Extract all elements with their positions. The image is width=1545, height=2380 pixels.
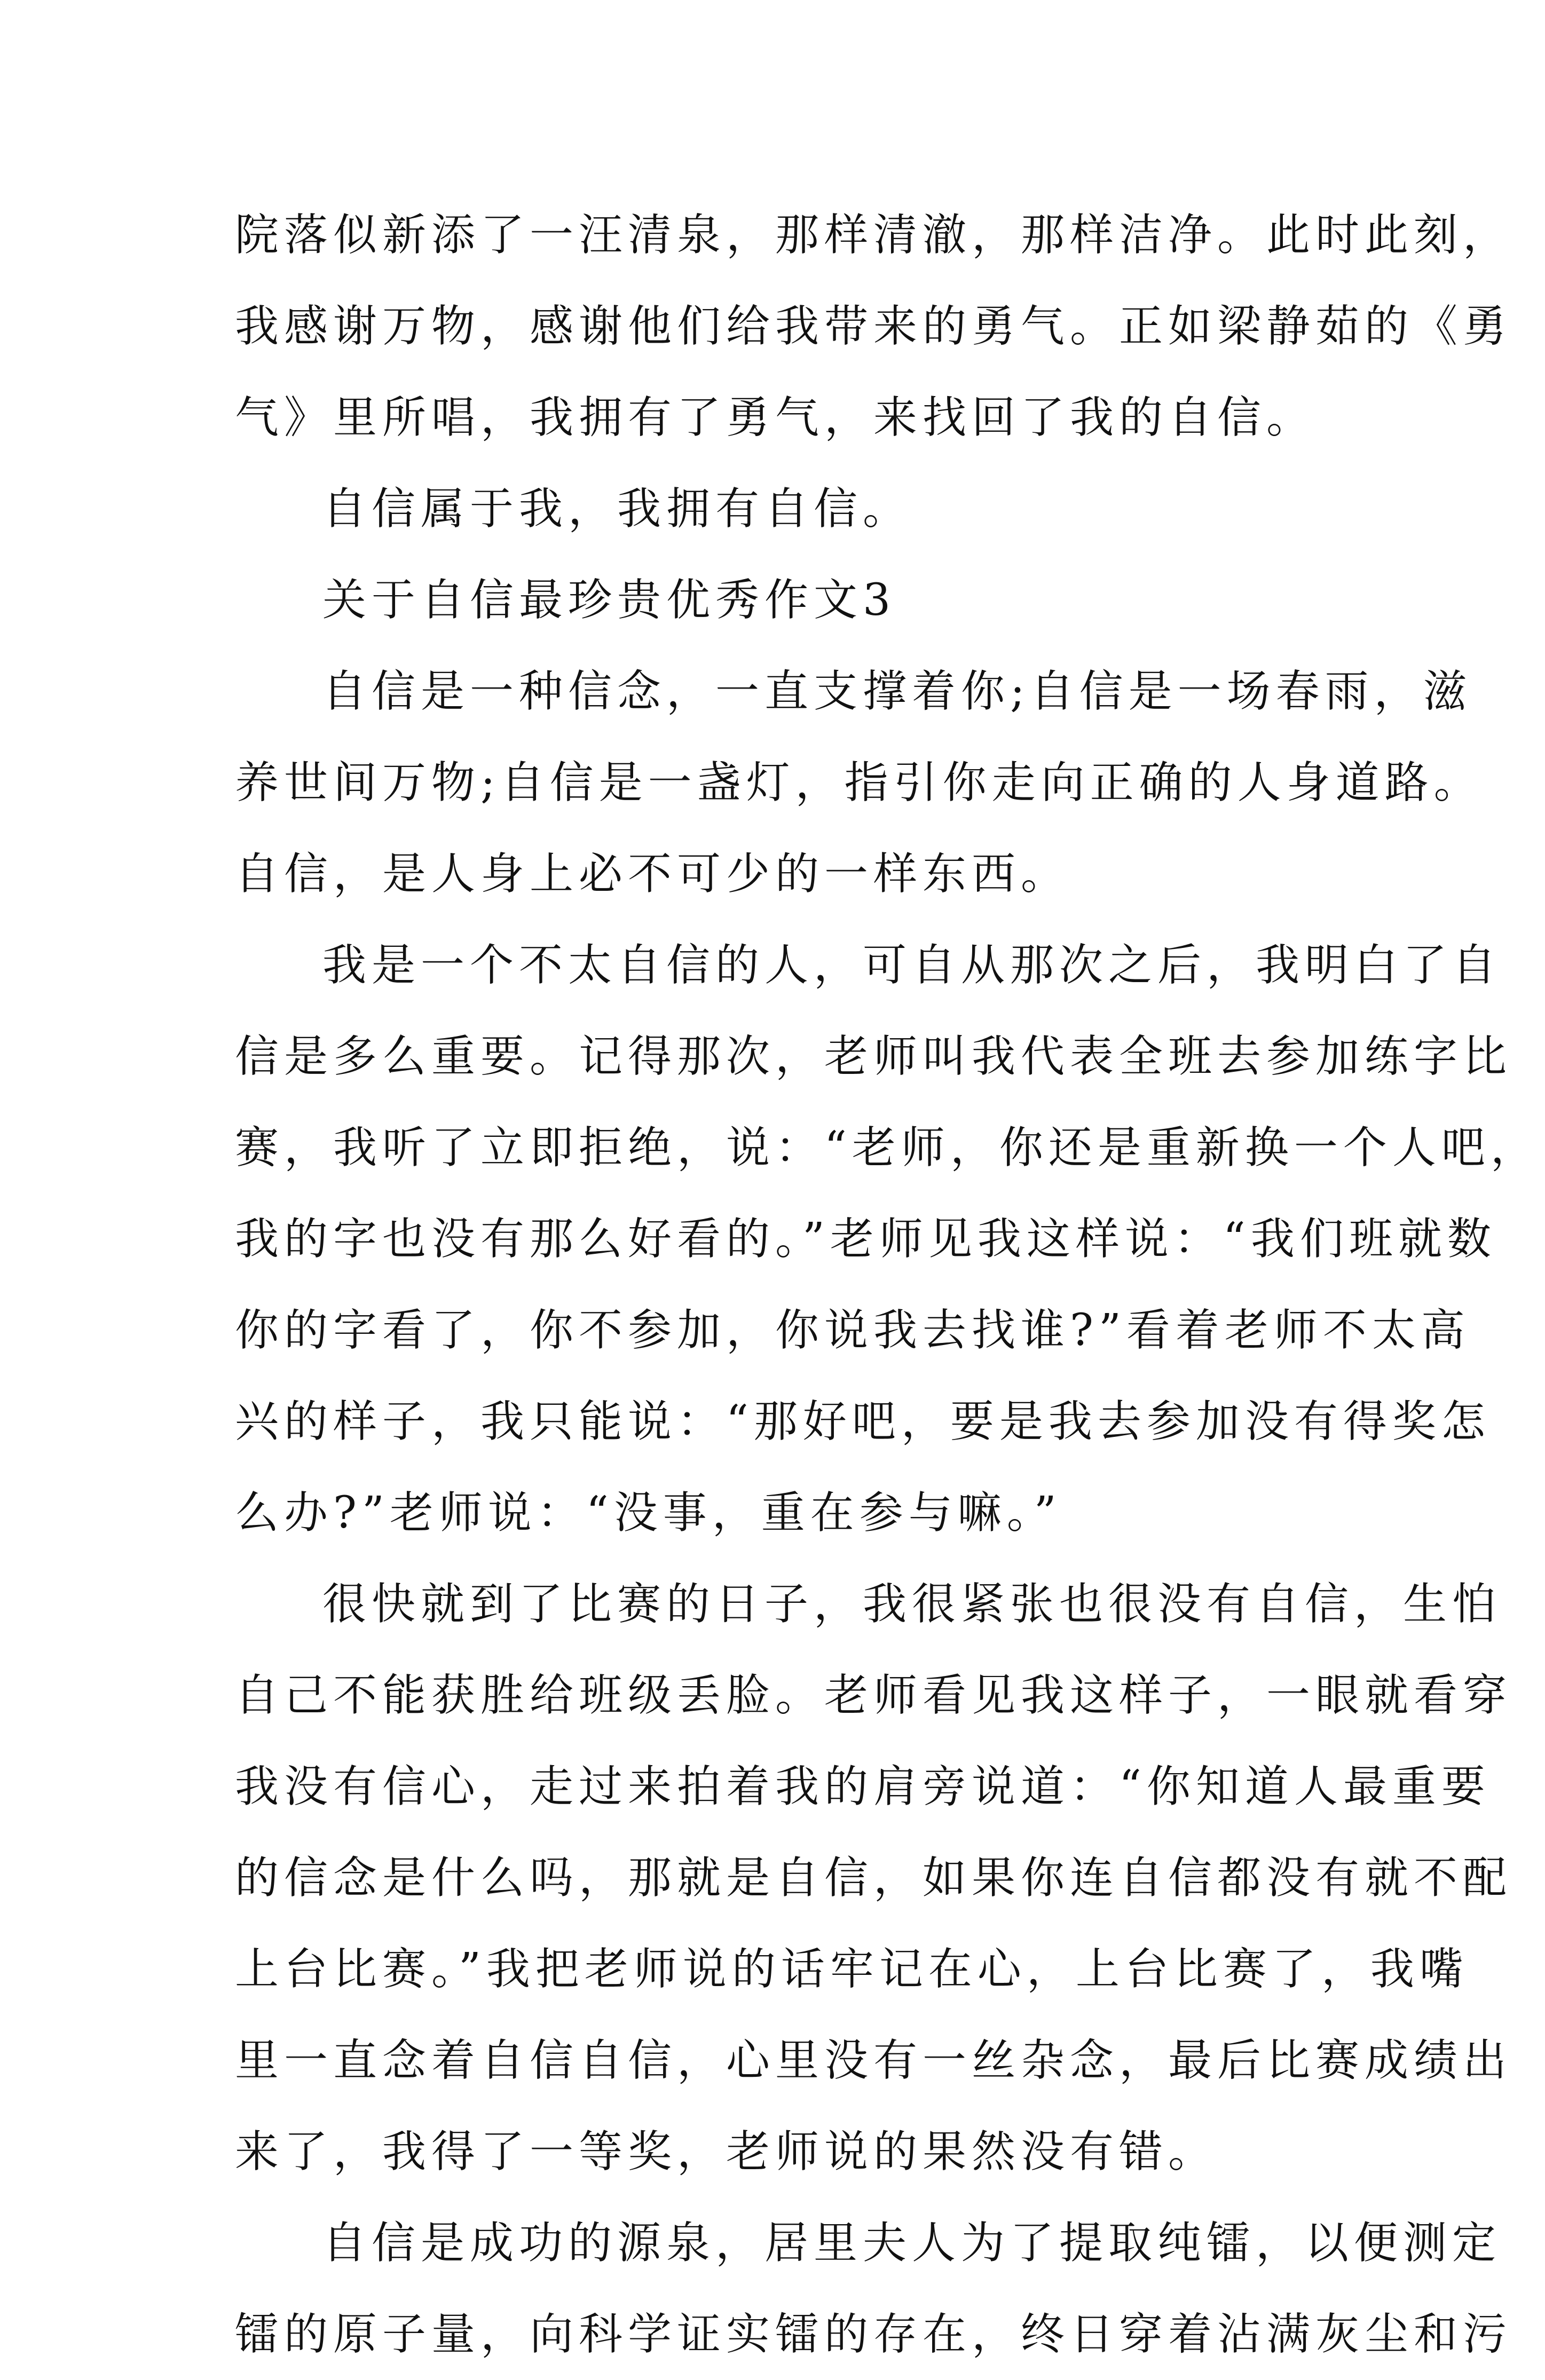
document-body — [235, 189, 1540, 2380]
section-heading: 关于自信最珍贵优秀作文3 — [322, 575, 896, 626]
paragraph-start: 我是一个不太自信的人，可自从那次之后，我明白了自 — [322, 940, 1502, 991]
text-line: 镭的原子量，向科学证实镭的存在，终日穿着沾满灰尘和污 — [235, 2309, 1512, 2360]
text-line: 我感谢万物，感谢他们给我带来的勇气。正如梁静茹的《勇 — [235, 301, 1512, 352]
text-line: 你的字看了，你不参加，你说我去找谁?”看着老师不太高 — [235, 1305, 1470, 1356]
text-line: 自己不能获胜给班级丢脸。老师看见我这样子，一眼就看穿 — [235, 1670, 1512, 1721]
text-line: 养世间万物;自信是一盏灯，指引你走向正确的人身道路。 — [235, 757, 1483, 808]
text-line: 信是多么重要。记得那次，老师叫我代表全班去参加练字比 — [235, 1031, 1512, 1082]
paragraph-start: 自信属于我，我拥有自信。 — [322, 484, 912, 534]
text-line: 里一直念着自信自信，心里没有一丝杂念，最后比赛成绩出 — [235, 2035, 1512, 2086]
text-line: 兴的样子，我只能说：“那好吧，要是我去参加没有得奖怎 — [235, 1396, 1491, 1447]
text-line: 我没有信心，走过来拍着我的肩旁说道：“你知道人最重要 — [235, 1761, 1491, 1812]
text-line: 气》里所唱，我拥有了勇气，来找回了我的自信。 — [235, 392, 1316, 443]
paragraph-start: 自信是成功的源泉，居里夫人为了提取纯镭，以便测定 — [322, 2218, 1502, 2268]
text-line: 我的字也没有那么好看的。”老师见我这样说：“我们班就数 — [235, 1214, 1496, 1264]
paragraph-start: 自信是一种信念，一直支撑着你;自信是一场春雨，滋 — [322, 666, 1472, 717]
text-line: 上台比赛。”我把老师说的话牢记在心，上台比赛了，我嘴 — [235, 1944, 1469, 1995]
paragraph-start: 很快就到了比赛的日子，我很紧张也很没有自信，生怕 — [322, 1579, 1502, 1630]
text-line: 来了，我得了一等奖，老师说的果然没有错。 — [235, 2126, 1218, 2177]
text-line: 么办?”老师说：“没事，重在参与嘛。” — [235, 1488, 1062, 1538]
text-line: 自信，是人身上必不可少的一样东西。 — [235, 849, 1070, 899]
text-line: 院落似新添了一汪清泉，那样清澈，那样洁净。此时此刻， — [235, 210, 1512, 260]
text-line: 赛，我听了立即拒绝，说：“老师，你还是重新换一个人吧， — [235, 1122, 1540, 1173]
text-line: 的信念是什么吗，那就是自信，如果你连自信都没有就不配 — [235, 1853, 1512, 1903]
